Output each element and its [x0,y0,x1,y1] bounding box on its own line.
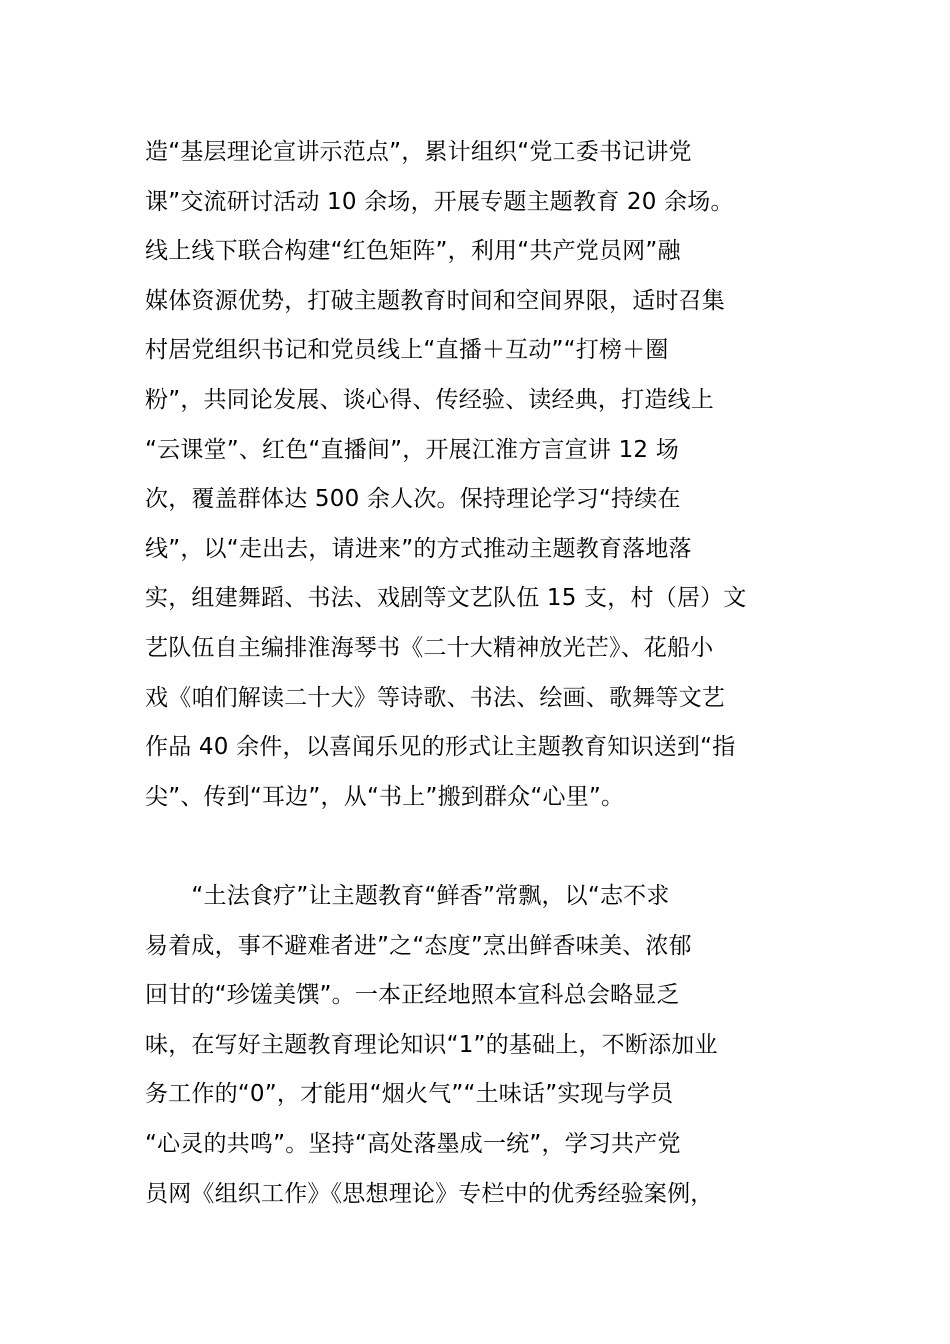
text-line: 务工作的“0”，才能用“烟火气”“土味话”实现与学员 [145,1081,674,1108]
text-line: 媒体资源优势，打破主题教育时间和空间界限，适时召集 [145,287,725,314]
text-line: 回甘的“珍馐美馔”。一本正经地照本宣科总会略显乏 [145,982,680,1009]
text-line: 作品 40 余件，以喜闻乐见的形式让主题教育知识送到“指 [145,734,736,761]
text-line: “云课堂”、红色“直播间”，开展江淮方言宣讲 12 场 [145,436,679,463]
text-line: 实，组建舞蹈、书法、戏剧等文艺队伍 15 支，村（居）文 [145,585,747,612]
text-line: 线”，以“走出去，请进来”的方式推动主题教育落地落 [145,535,692,562]
text-line: 造“基层理论宣讲示范点”，累计组织“党工委书记讲党 [145,139,692,165]
text-line: 味，在写好主题教育理论知识“1”的基础上，不断添加业 [145,1031,718,1058]
text-line: 员网《组织工作》《思想理论》专栏中的优秀经验案例， [145,1180,714,1207]
text-line: 粉”，共同论发展、谈心得、传经验、读经典，打造线上 [145,386,714,413]
text-line: 尖”、传到“耳边”，从“书上”搬到群众“心里”。 [145,783,625,810]
text-line: 次，覆盖群体达 500 余人次。保持理论学习“持续在 [145,486,681,513]
text-line: 戏《咱们解读二十大》等诗歌、书法、绘画、歌舞等文艺 [145,684,725,711]
text-line: 村居党组织书记和党员线上“直播＋互动”“打榜＋圈 [145,337,669,364]
text-line: 艺队伍自主编排淮海琴书《二十大精神放光芒》、花船小 [145,634,714,661]
text-line: “心灵的共鸣”。坚持“高处落墨成一统”，学习共产党 [145,1130,681,1157]
text-line: “土法食疗”让主题教育“鲜香”常飘，以“志不求 [145,883,670,909]
paragraph-2 [145,872,810,1219]
text-line: 课”交流研讨活动 10 余场，开展专题主题教育 20 余场。 [145,188,734,215]
text-line: 线上线下联合构建“红色矩阵”，利用“共产党员网”融 [145,238,681,265]
paragraph-1 [145,128,810,822]
text-line: 易着成，事不避难者进”之“态度”烹出鲜香味美、浓郁 [145,932,692,959]
